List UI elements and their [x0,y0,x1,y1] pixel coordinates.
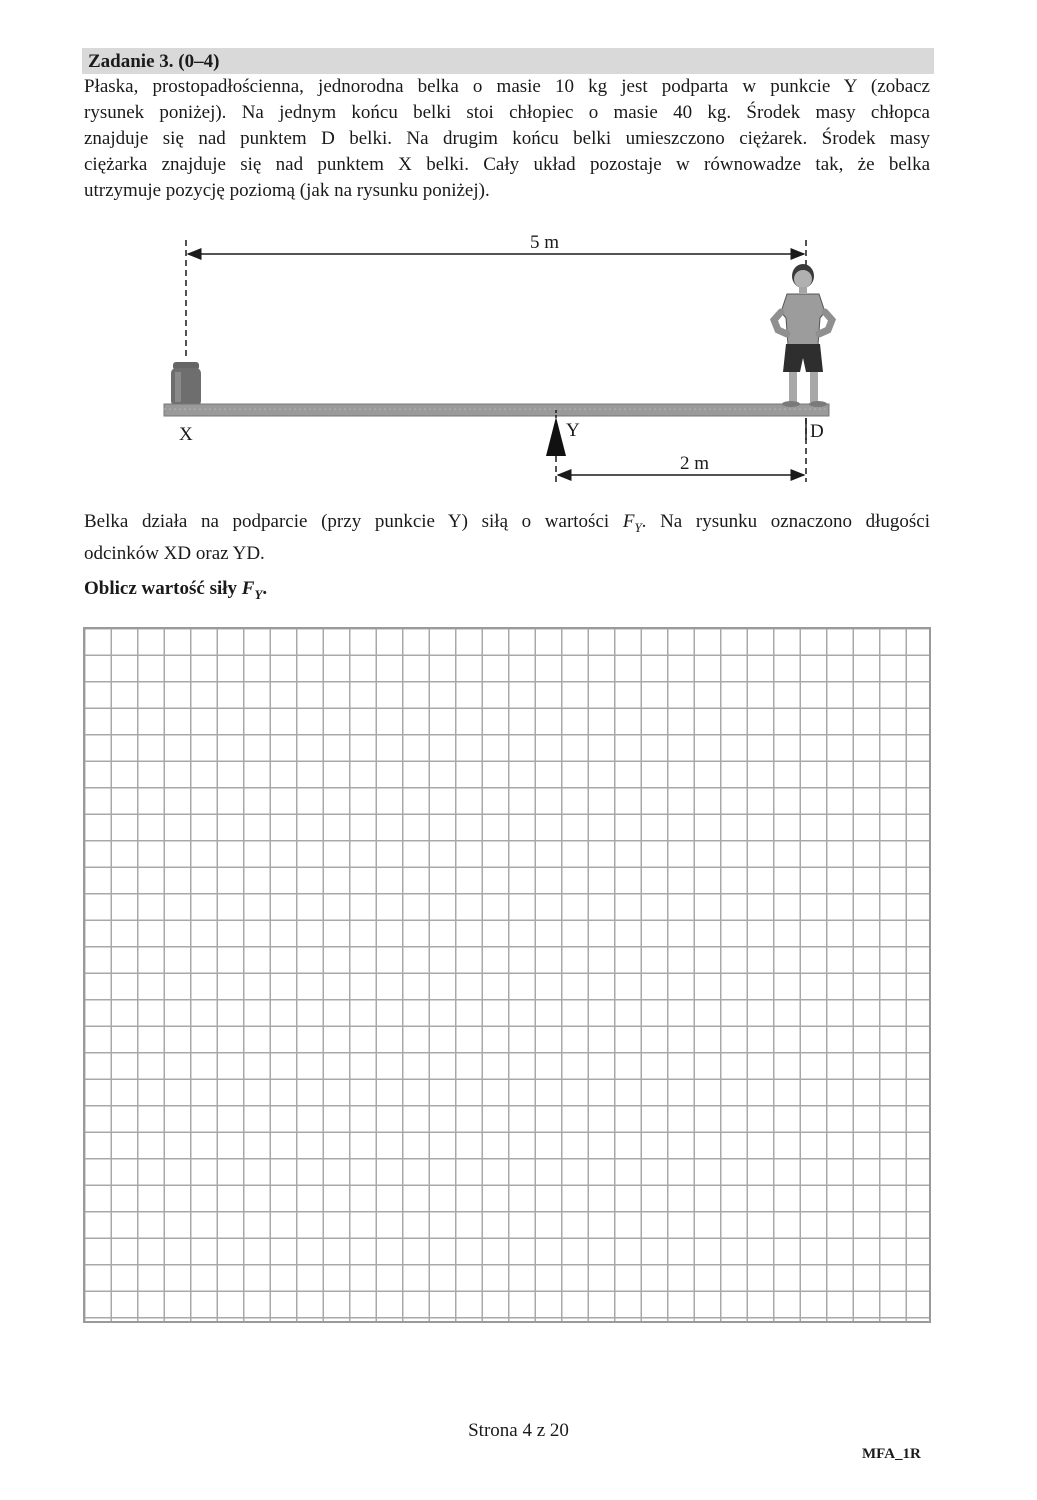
force-description-line [84,509,930,541]
dimension-yd-label: 2 m [680,453,710,474]
exam-code: MFA_1R [862,1446,921,1462]
intro-line: Płaska, prostopadłościenna, jednorodna belka o masie 10 kg jest podparta w punkcie Y (zobacz [84,76,930,97]
answer-grid[interactable] [83,627,931,1323]
force-text: Belka działa na podparcie (przy punkcie Y) siłą o wartości [84,511,623,532]
force-description [84,509,930,567]
support-triangle [546,417,566,456]
boy-icon [774,264,832,407]
intro-line: ciężarka znajduje się nad punktem X belki. Cały układ pozostaje w równowadze tak, że belka [84,154,930,175]
beam [164,404,829,416]
lever-figure [0,0,1037,520]
force-symbol: F [622,511,635,532]
force-description-line: odcinków XD oraz YD. [84,542,265,564]
instruction-text: Oblicz wartość siły [84,578,242,599]
intro-line: rysunek poniżej). Na jednym końcu belki stoi chłopiec o masie 40 kg. Środek masy chłopca [84,102,930,123]
instruction [84,578,267,603]
instruction-end: . [262,578,268,599]
intro-line: znajduje się nad punktem D belki. Na drugim końcu belki umieszczono ciężarek. Środek masy [84,128,930,149]
weight-icon [171,362,201,406]
page-number: Strona 4 z 20 [468,1420,569,1441]
force-text: . Na rysunku oznaczono długości [641,511,931,532]
point-d-label: D [810,421,824,442]
instruction-subscript: Y [254,586,263,602]
point-x-label: X [179,424,193,445]
task-title: Zadanie 3. (0–4) [88,51,220,72]
dimension-xd-label: 5 m [530,232,560,253]
point-y-label: Y [566,420,580,441]
intro-line: utrzymuje pozycję poziomą (jak na rysunku poniżej). [84,180,490,201]
instruction-symbol: F [241,578,255,599]
force-subscript: Y [634,519,642,535]
